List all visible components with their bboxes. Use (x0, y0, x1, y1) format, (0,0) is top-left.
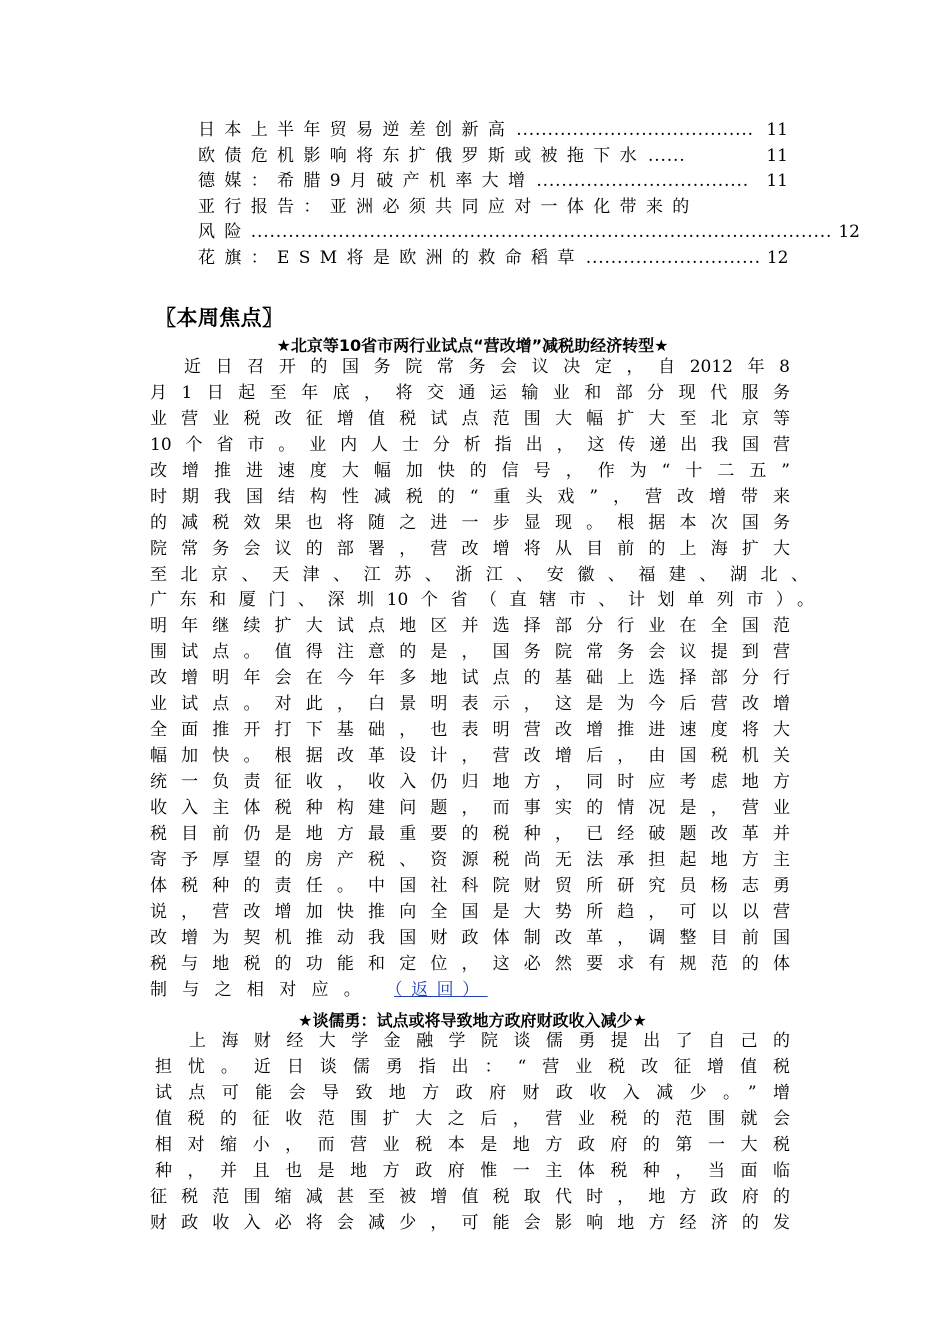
toc-entry[interactable] (198, 166, 788, 192)
table-of-contents (198, 115, 860, 269)
toc-leader: ............................ (585, 247, 761, 268)
article-body (150, 355, 814, 1003)
toc-entry-title: 风险 (198, 222, 251, 243)
body-line-last (150, 978, 790, 1004)
toc-entry-continuation[interactable] (198, 217, 860, 243)
toc-entry[interactable] (198, 192, 788, 218)
article-body (150, 1029, 790, 1237)
body-line: 围试点。值得注意的是，国务院常务会议提到营 (150, 642, 790, 663)
body-line: 近日召开的国务院常务会议决定，自2012年8 (184, 357, 790, 377)
body-line: 统一负责征收，收入仍归地方，同时应考虑地方 (150, 772, 790, 792)
toc-entry[interactable] (198, 141, 788, 167)
toc-page-number: 12 (838, 222, 860, 243)
body-line: 说，营改增加快推向全国是大势所趋，可以以营 (150, 901, 790, 922)
body-line: 征税范围缩减甚至被增值税取代时，地方政府的 (150, 1186, 790, 1207)
article-title: ★北京等10省市两行业试点“营改增”减税助经济转型★ (276, 336, 669, 355)
body-line: 财政收入必将会减少，可能会影响地方经济的发 (150, 1212, 790, 1233)
toc-entry-title: 日本上半年贸易逆差创新高 (198, 120, 515, 140)
body-line: 幅加快。根据改革设计，营改增后，由国税机关 (150, 746, 790, 767)
body-line: 业营业税改征增值税试点范围大幅扩大至北京等 (150, 408, 790, 429)
body-line: 担忧。近日谈儒勇指出：“营业税改征增值税 (155, 1056, 790, 1077)
body-line: 寄予厚望的房产税、资源税尚无法承担起地方主 (150, 849, 790, 870)
body-line: 改增为契机推动我国财政体制改革，调整目前国 (150, 927, 790, 948)
body-line: 月1日起至年底，将交通运输业和部分现代服务 (150, 382, 790, 403)
article-title: ★谈儒勇：试点或将导致地方政府财政收入减少★ (298, 1011, 647, 1030)
body-line: 改增推进速度大幅加快的信号，作为“十二五” (150, 460, 790, 481)
body-line: 体税种的责任。中国社科院财贸所研究员杨志勇 (150, 875, 790, 896)
toc-entry-title: 欧债危机影响将东扩俄罗斯或被拖下水 (198, 145, 646, 166)
body-line: 试点可能会导致地方政府财政收入减少。”增 (155, 1082, 790, 1103)
toc-page-number: 12 (766, 247, 789, 268)
body-line: 上海财经大学金融学院谈儒勇提出了自己的 (189, 1031, 790, 1051)
body-line: 时期我国结构性减税的“重头戏”，营改增带来 (150, 486, 790, 507)
body-line: 明年继续扩大试点地区并选择部分行业在全国范 (150, 616, 790, 637)
toc-page-number: 11 (766, 145, 788, 166)
body-line: 税目前仍是地方最重要的税种，已经破题改革并 (150, 823, 790, 844)
body-line: 的减税效果也将随之进一步显现。根据本次国务 (150, 512, 790, 533)
toc-page-number: 11 (766, 171, 788, 192)
back-link[interactable]: （返回） (394, 979, 488, 1000)
toc-leader: .................................. (536, 171, 750, 192)
body-line: 值税的征收范围扩大之后，营业税的范围就会 (155, 1108, 790, 1129)
toc-leader: ............................................................................................. (250, 222, 833, 243)
toc-entry-title: 亚行报告：亚洲必须共同应对一体化带来的 (198, 196, 699, 217)
body-line: 10个省市。业内人士分析指出，这传递出我国营 (150, 434, 790, 455)
body-line: 相对缩小，而营业税本是地方政府的第一大税 (155, 1134, 790, 1155)
section-heading: 〖本周焦点〗 (155, 306, 284, 330)
toc-page-number: 11 (766, 120, 788, 140)
body-line: 广东和厦门、深圳10个省（直辖市、计划单列市）。 (150, 590, 814, 611)
toc-leader: ...................................... (516, 120, 754, 140)
body-line: 种，并且也是地方政府惟一主体税种，当面临 (155, 1160, 790, 1181)
body-line: 全面推开打下基础，也表明营改增推进速度将大 (150, 720, 790, 741)
toc-entry-title: 德媒：希腊9月破产机率大增 (198, 171, 535, 192)
toc-entry[interactable] (198, 243, 788, 269)
body-line: 至北京、天津、江苏、浙江、安徽、福建、湖北、 (150, 564, 808, 585)
toc-entry[interactable] (198, 115, 788, 141)
body-line: 院常务会议的部署，营改增将从目前的上海扩大 (150, 538, 790, 559)
body-line: 业试点。对此，白景明表示，这是为今后营改增 (150, 694, 790, 715)
body-line-text: 制与之相对应。 (150, 979, 377, 1000)
toc-entry-title: 花旗：ESM将是欧洲的救命稻草 (198, 247, 584, 268)
body-line: 收入主体税种构建问题，而事实的情况是，营业 (150, 797, 790, 818)
body-line: 改增明年会在今年多地试点的基础上选择部分行 (150, 668, 790, 689)
body-line: 税与地税的功能和定位，这必然要求有规范的体 (150, 953, 790, 974)
toc-leader: ...... (647, 145, 686, 166)
